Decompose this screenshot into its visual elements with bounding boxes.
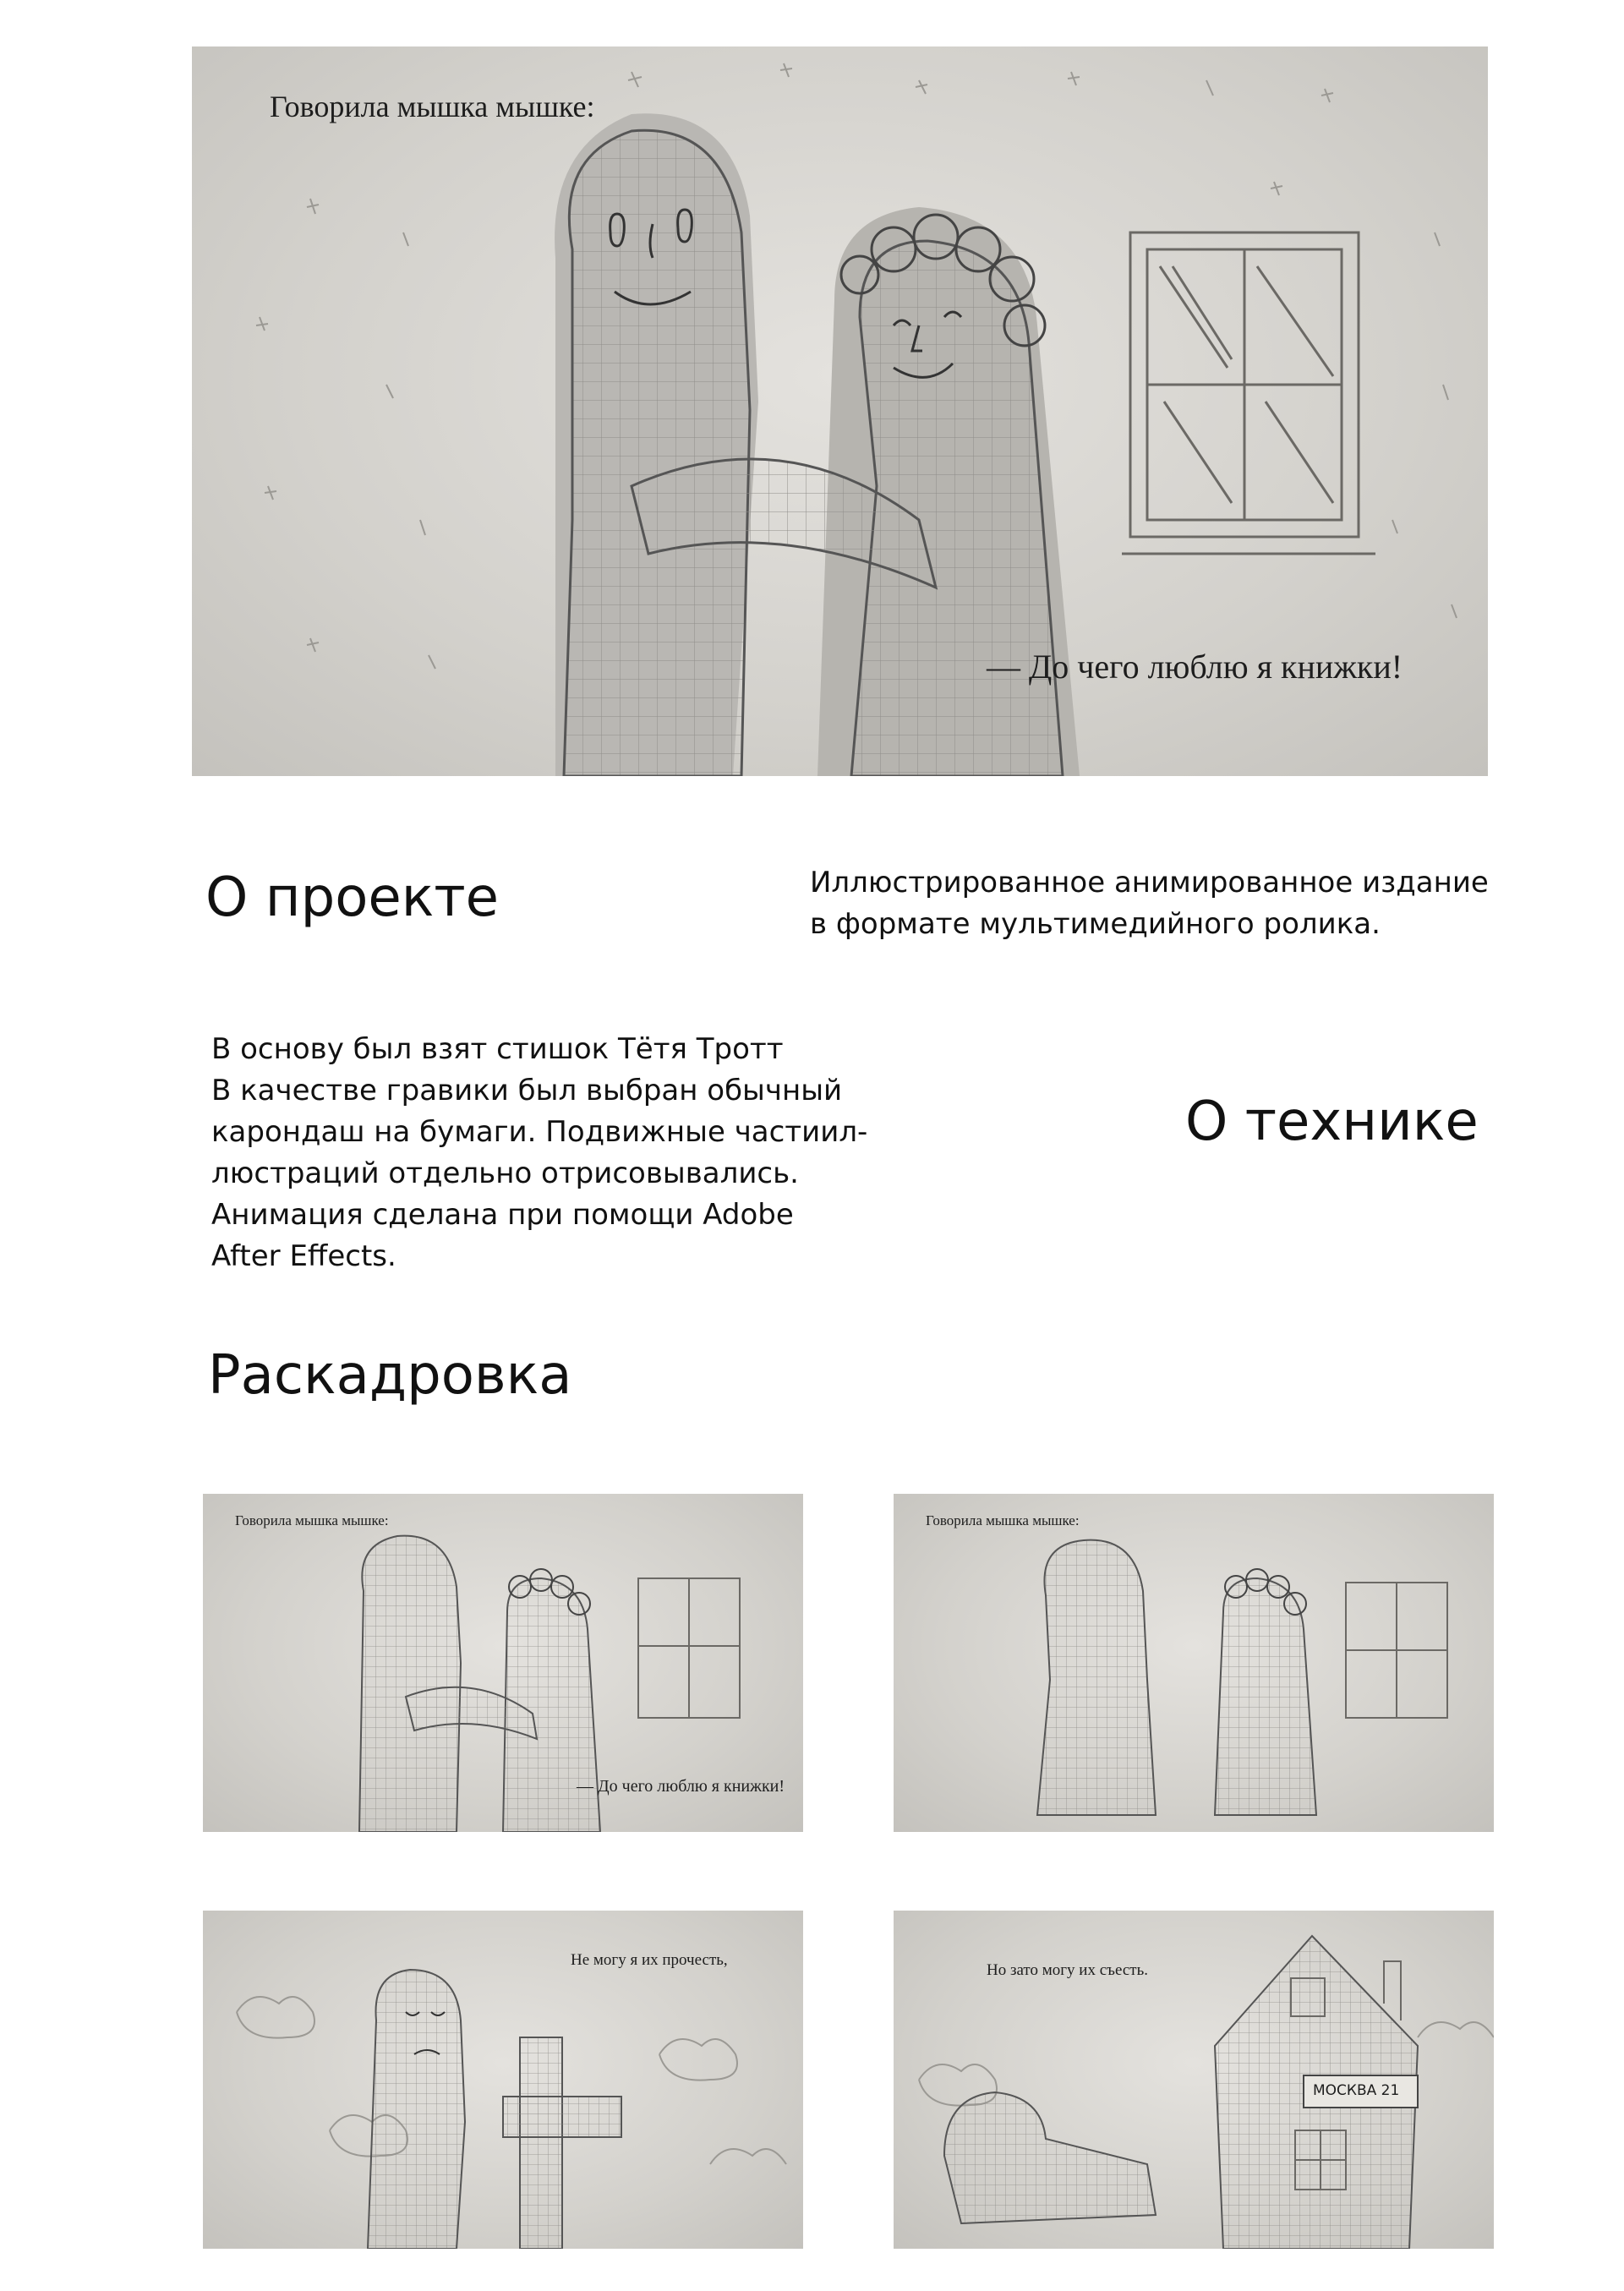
frame-1-caption-bottom: — До чего люблю я книжки!	[577, 1777, 785, 1796]
frame-2-sketch	[894, 1494, 1494, 1832]
frame-4-sign: МОСКВА 21	[1313, 2082, 1400, 2099]
frame-2-caption-top: Говорила мышка мышке:	[926, 1512, 1080, 1528]
technique-text-line: Анимация сделана при помощи Adobe	[211, 1198, 794, 1232]
hero-caption-top: Говорила мышка мышке:	[270, 90, 595, 123]
frame-4-caption-top: Но зато могу их съесть.	[987, 1961, 1149, 1979]
hero-illustration	[192, 46, 1488, 776]
frame-3-caption-top: Не могу я их прочесть,	[571, 1951, 728, 1969]
about-description-line: в формате мультимедийного ролика.	[810, 907, 1381, 941]
technique-text-line: В основу был взят стишок Тётя Тротт	[211, 1032, 784, 1066]
technique-text-line: After Effects.	[211, 1239, 396, 1273]
technique-heading: О технике	[1185, 1091, 1479, 1153]
about-heading: О проекте	[205, 867, 500, 929]
storyboard-frame-4	[894, 1911, 1494, 2249]
storyboard-heading: Раскадровка	[208, 1344, 572, 1407]
about-description-line: Иллюстрированное анимированное издание	[810, 866, 1489, 899]
technique-text	[211, 1029, 867, 1277]
storyboard-frame-1	[203, 1494, 803, 1832]
about-description	[810, 862, 1489, 945]
frame-1-caption-top: Говорила мышка мышке:	[235, 1512, 389, 1528]
hero-caption-bottom: — До чего люблю я книжки!	[987, 648, 1403, 686]
frame-4-sketch	[894, 1911, 1494, 2249]
storyboard-frame-3	[203, 1911, 803, 2249]
technique-text-line: В качестве гравики был выбран обычный	[211, 1074, 843, 1107]
storyboard-frame-2	[894, 1494, 1494, 1832]
technique-text-line: люстраций отдельно отрисовывались.	[211, 1156, 799, 1190]
technique-text-line: карондаш на бумаги. Подвижные частиил-	[211, 1115, 868, 1149]
